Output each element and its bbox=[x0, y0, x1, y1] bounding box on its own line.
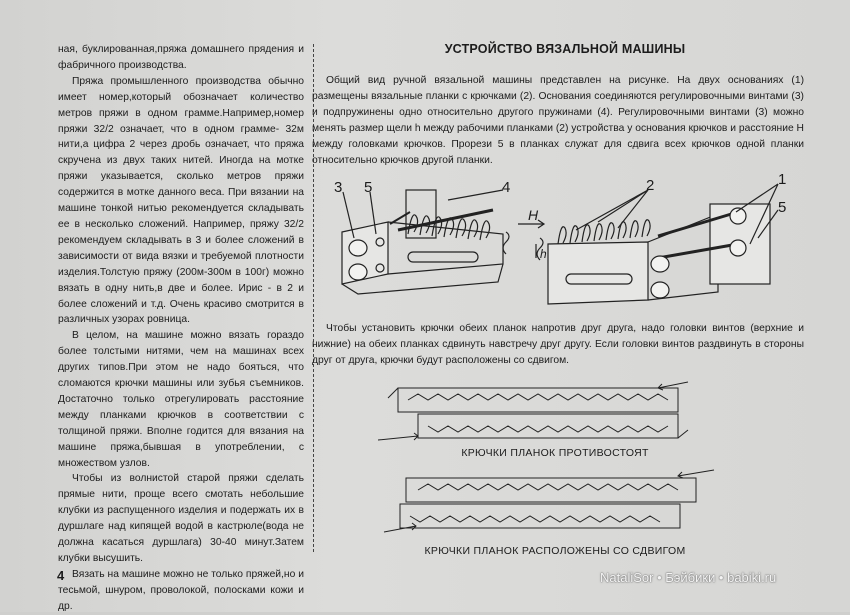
page-number: 4 bbox=[57, 568, 65, 583]
paragraph: ная, буклированная,пряжа домашнего прядения и фабричного производства. bbox=[58, 44, 304, 71]
label-3: 3 bbox=[334, 179, 343, 196]
intro-text bbox=[312, 73, 804, 168]
label-5-left: 5 bbox=[364, 179, 373, 196]
label-1: 1 bbox=[778, 172, 787, 188]
adjustment-text bbox=[312, 321, 804, 369]
paragraph: Пряжа промышленного производства обычно имеет номер,который обозначает количество метров пряжи в одном грамме.Например,номер пряжи 32/2 означает, что в одном грамме- 32м нити,а цифра 2 через дробь означает, что пряжа скручена из двух таких нитей. Иногда на мотке пряжи указывается, сколько метров пряжи содержится в мотке данного веса. При вязании на машине тонкой нитью рекомендуется складывать ее в несколько сложений. Например, пряжу 32/2 рекомендуем складывать в 3 и более сложений в зависимости от вида вязки и требуемой плотности изделия.Толстую пряжу (200м-300м в 100г) можно вязать в одну нить,в две и более. Ирис - в 2 и более сложений и т.д. Очень красиво смотрится в различных узорах ровница. bbox=[58, 75, 304, 326]
label-5-right: 5 bbox=[778, 199, 787, 216]
label-4: 4 bbox=[502, 179, 511, 196]
left-text-column bbox=[58, 42, 304, 615]
hooks-opposite-diagram bbox=[378, 378, 718, 448]
paragraph: Общий вид ручной вязальной машины представлен на рисунке. На двух основаниях (1) размещены вязальные планки с крючками (2). Основания соединяются регулировочными винтами (3) и подпружинены одно относительно другого пружинами (4). Регулировочными винтами (3) можно менять размер щели h между рабочими планками (2) устройства у основания крючков и расстояние H между головками крючков. Прорези 5 в планках служат для сдвига всех крючков одной планки относительно крючков другой планки. bbox=[312, 75, 804, 166]
watermark: NataliSor • Бэйбики • babiki.ru bbox=[600, 570, 777, 585]
paragraph: В целом, на машине можно вязать гораздо более толстыми нитями, чем на машинах всех других типов.При этом не надо бояться, что сломаются крючки машины или зубья съемников. Достаточно только отрегулировать расстояние между планками крючков в соответствии с толщиной пряжи. Вполне годится для вязания на машине пряжа,бывшая в употреблении, с множеством узлов. bbox=[58, 330, 304, 469]
label-2: 2 bbox=[646, 177, 655, 194]
section-title: УСТРОЙСТВО ВЯЗАЛЬНОЙ МАШИНЫ bbox=[444, 42, 686, 56]
paragraph: Чтобы установить крючки обеих планок напротив друг друга, надо головки винтов (верхние и нижние) на обеих планках сдвинуть навстречу друг другу. Если головки винтов раздвинуть в стороны друг от друга, крючки будут расположены со сдвигом. bbox=[312, 323, 804, 366]
label-h: h bbox=[540, 247, 547, 261]
paragraph: Вязать на машине можно не только пряжей,но и тесьмой, шнуром, проволокой, полосками кожи и др. bbox=[58, 568, 304, 612]
label-H: H bbox=[528, 207, 539, 223]
hooks-shifted-diagram bbox=[378, 464, 718, 542]
knitting-machine-diagram bbox=[318, 172, 808, 320]
caption-hooks-opposite: КРЮЧКИ ПЛАНОК ПРОТИВОСТОЯТ bbox=[461, 447, 649, 459]
caption-hooks-shifted: КРЮЧКИ ПЛАНОК РАСПОЛОЖЕНЫ СО СДВИГОМ bbox=[424, 545, 686, 557]
paragraph: Чтобы из волнистой старой пряжи сделать прямые нити, проще всего смотать небольшие клубки из распущенного изделия и подержать их в дуршлаге над кипящей водой в кастрюле(вода не должна касаться дуршлага) 30-40 минут.Затем клубки высушить. bbox=[58, 473, 304, 564]
